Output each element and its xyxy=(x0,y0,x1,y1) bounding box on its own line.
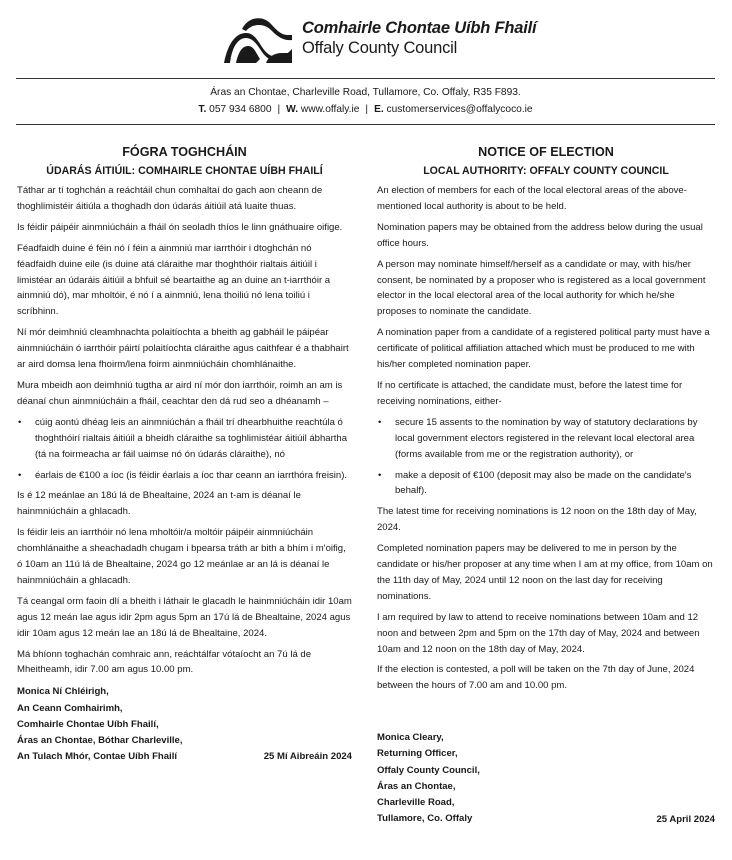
english-bullet-text: secure 15 assents to the nomination by way of statutory declarations by local government electors registered in the relevant local electoral area (forms available from me or the registration authority), or xyxy=(395,416,698,460)
english-notice-title: NOTICE OF ELECTION xyxy=(478,145,614,159)
english-notice-subtitle: LOCAL AUTHORITY: OFFALY COUNTY COUNCIL xyxy=(423,165,669,177)
english-paragraph: A person may nominate himself/herself as a candidate or may, with his/her consent, be nominated by a proposer who is registered as a local government elector in the local electoral area of the local authority for which he/she proposes to nominate the candidate. xyxy=(377,258,706,318)
signature-line: Áras an Chontae, Bóthar Charleville, xyxy=(17,734,183,746)
irish-paragraph: Tá ceangal orm faoin dlí a bheith i láthair le glacadh le hainmniúcháin idir 10am agus 12 meán lae agus idir 2pm agus 5pm an 17ú lá de Bhealtaine, 2024 agus idir 10am agus 12 meán lae an 18ú lá de Bhealtaine, 2024. xyxy=(17,595,352,639)
bullet-icon: • xyxy=(378,416,382,428)
irish-requirements-list xyxy=(17,415,352,484)
email-label: E. xyxy=(374,104,384,115)
english-bullet-text: make a deposit of €100 (deposit may also be made on the candidate's behalf). xyxy=(395,469,692,497)
english-paragraph: A nomination paper from a candidate of a registered political party must have a certificate of political affiliation attached which must be produced to me with his/her completed nomination paper. xyxy=(377,327,710,371)
list-item xyxy=(17,415,352,463)
signature-line: Áras an Chontae, xyxy=(377,780,456,792)
web-label: W. xyxy=(286,104,299,115)
header-rule-top xyxy=(16,78,715,79)
english-paragraph: I am required by law to attend to receive nominations between 10am and 12 noon and between 2pm and 5pm on the 17th day of May, 2024 and between 10am and 12 noon on the 18th day of May, 2024. xyxy=(377,611,700,655)
letterhead xyxy=(0,0,732,78)
council-address: Áras an Chontae, Charleville Road, Tullamore, Co. Offaly, R35 F893. xyxy=(210,87,521,98)
irish-bullet-text: éarlais de €100 a íoc (is féidir éarlais a íoc thar ceann an iarrthóra freisin). xyxy=(35,469,348,481)
signature-line: Monica Cleary, xyxy=(377,732,444,744)
bullet-icon: • xyxy=(18,416,22,428)
english-notice-column xyxy=(377,144,715,828)
contact-block xyxy=(16,84,715,118)
english-signature-block xyxy=(377,730,715,827)
website-link[interactable]: www.offaly.ie xyxy=(300,104,360,115)
signature-line: Tullamore, Co. Offaly xyxy=(377,813,473,825)
contact-row xyxy=(16,101,715,118)
offaly-council-wave-logo-icon xyxy=(222,13,294,65)
english-paragraph: An election of members for each of the local electoral areas of the above-mentioned local authority is about to be held. xyxy=(377,185,687,212)
list-item xyxy=(377,415,715,463)
signature-line: An Tulach Mhór, Contae Uíbh Fhailí xyxy=(17,751,177,763)
header-rule-bottom xyxy=(16,124,715,125)
separator: | xyxy=(365,104,369,115)
signature-line: Offaly County Council, xyxy=(377,764,480,776)
bullet-icon: • xyxy=(378,469,382,481)
irish-notice-subtitle: ÚDARÁS ÁITIÚIL: COMHAIRLE CHONTAE UÍBH FHAILÍ xyxy=(46,165,323,177)
english-paragraph: If the election is contested, a poll will be taken on the 7th day of June, 2024 between the hours of 7.00 am and 10.00 pm. xyxy=(377,664,695,692)
irish-paragraph: Má bhíonn toghachán comhraic ann, reáchtálfar vótaíocht an 7ú lá de Mheitheamh, idir 7.00 am agus 10.00 pm. xyxy=(17,648,312,676)
irish-notice-title: FÓGRA TOGHCHÁIN xyxy=(122,145,247,159)
email-link[interactable]: customerservices@offalycoco.ie xyxy=(386,104,533,115)
telephone-number: 057 934 6800 xyxy=(209,104,272,115)
telephone-label: T. xyxy=(198,104,207,115)
irish-paragraph: Is é 12 meánlae an 18ú lá de Bhealtaine, 2024 an t-am is déanaí le hainmniúcháin a ghlacadh. xyxy=(17,490,301,518)
council-name-irish: Comhairle Chontae Uíbh Fhailí xyxy=(302,19,537,37)
english-notice-date: 25 April 2024 xyxy=(656,813,715,825)
irish-signature-block xyxy=(17,684,352,765)
irish-paragraph: Mura mbeidh aon deimhniú tugtha ar aird ní mór don iarrthóir, roimh an am is déanaí chun ainmniúcháin a fháil, ceachtar den dá rud seo a dhéanamh – xyxy=(17,379,343,407)
bullet-icon: • xyxy=(18,469,22,481)
english-paragraph: Completed nomination papers may be delivered to me in person by the candidate or his/her proposer at any time when I am at my office, from 10am on the 11th day of May, 2024 until 12 noon on the last day for receiving nominations. xyxy=(377,543,713,602)
english-paragraph: Nomination papers may be obtained from the address below during the usual office hours. xyxy=(377,221,703,249)
irish-paragraph: Is féidir páipéir ainmniúcháin a fháil ón seoladh thíos le linn gnáthuaire oifige. xyxy=(17,221,343,233)
irish-paragraph: Is féidir leis an iarrthóir nó lena mholtóir/a moltóir páipéir ainmniúcháin chomhlánaithe a sheachadadh chugam i bpearsa tráth ar bith a bhím i m'oifig, ó 10am an 11ú lá de Bhealtaine, 2024 go 12 meánlae ar an lá is déanaí le hainmniúcháin a ghlacadh. xyxy=(17,527,346,586)
irish-notice-column xyxy=(17,144,352,765)
english-paragraph: The latest time for receiving nominations is 12 noon on the 18th day of May, 2024. xyxy=(377,506,697,534)
irish-bullet-text: cúig aontú dhéag leis an ainmniúchán a fháil trí dhearbhuithe reachtúla ó thoghthóirí rialtais áitiúil a bheidh cláraithe sa toghlimistéar áitiúil ábhartha (tá na foirmeacha ar fáil uaimse nó ón údarás cláraithe), nó xyxy=(35,416,348,460)
english-requirements-list xyxy=(377,415,715,500)
signature-line: Charleville Road, xyxy=(377,797,455,809)
signature-line: Comhairle Chontae Uíbh Fhailí, xyxy=(17,718,159,730)
signature-line: An Ceann Comhairimh, xyxy=(17,702,123,714)
separator: | xyxy=(277,104,281,115)
list-item xyxy=(17,468,352,484)
english-paragraph: If no certificate is attached, the candidate must, before the latest time for receiving nominations, either- xyxy=(377,379,683,407)
irish-paragraph: Táthar ar tí toghchán a reáchtáil chun comhaltaí do gach aon cheann de thoghlimistéir áitiúla a thoghadh don údarás áitiúil atá luaite thuas. xyxy=(17,185,323,212)
irish-notice-date: 25 Mí Aibreáin 2024 xyxy=(263,751,352,763)
signature-line: Monica Ní Chléirigh, xyxy=(17,686,109,698)
signature-line: Returning Officer, xyxy=(377,748,458,760)
list-item xyxy=(377,468,715,500)
council-name-english: Offaly County Council xyxy=(302,39,458,57)
irish-paragraph: Ní mór deimhniú cleamhnachta polaitíochta a bheith ag gabháil le páipéar ainmniúcháin ó iarrthóir páirtí polaitíochta cláraithe agus caithfear é a thabhairt ar aird domsa lena fhoirm/lena foirm ainmniúcháin chomhlánaithe. xyxy=(17,327,349,371)
irish-paragraph: Féadfaidh duine é féin nó í féin a ainmniú mar iarrthóir i dtoghchán nó féadfaidh duine eile (is duine atá cláraithe mar thoghthóir rialtais áitiúil i limistéar an údaráis áitiúil a bhfuil sé beartaithe ag an duine an t-iarrthóir a ainmniú dó), mar mholtóir, é nó í a ainmniú, lena thoiliú nó lena toiliú i scríbhinn. xyxy=(17,242,331,318)
